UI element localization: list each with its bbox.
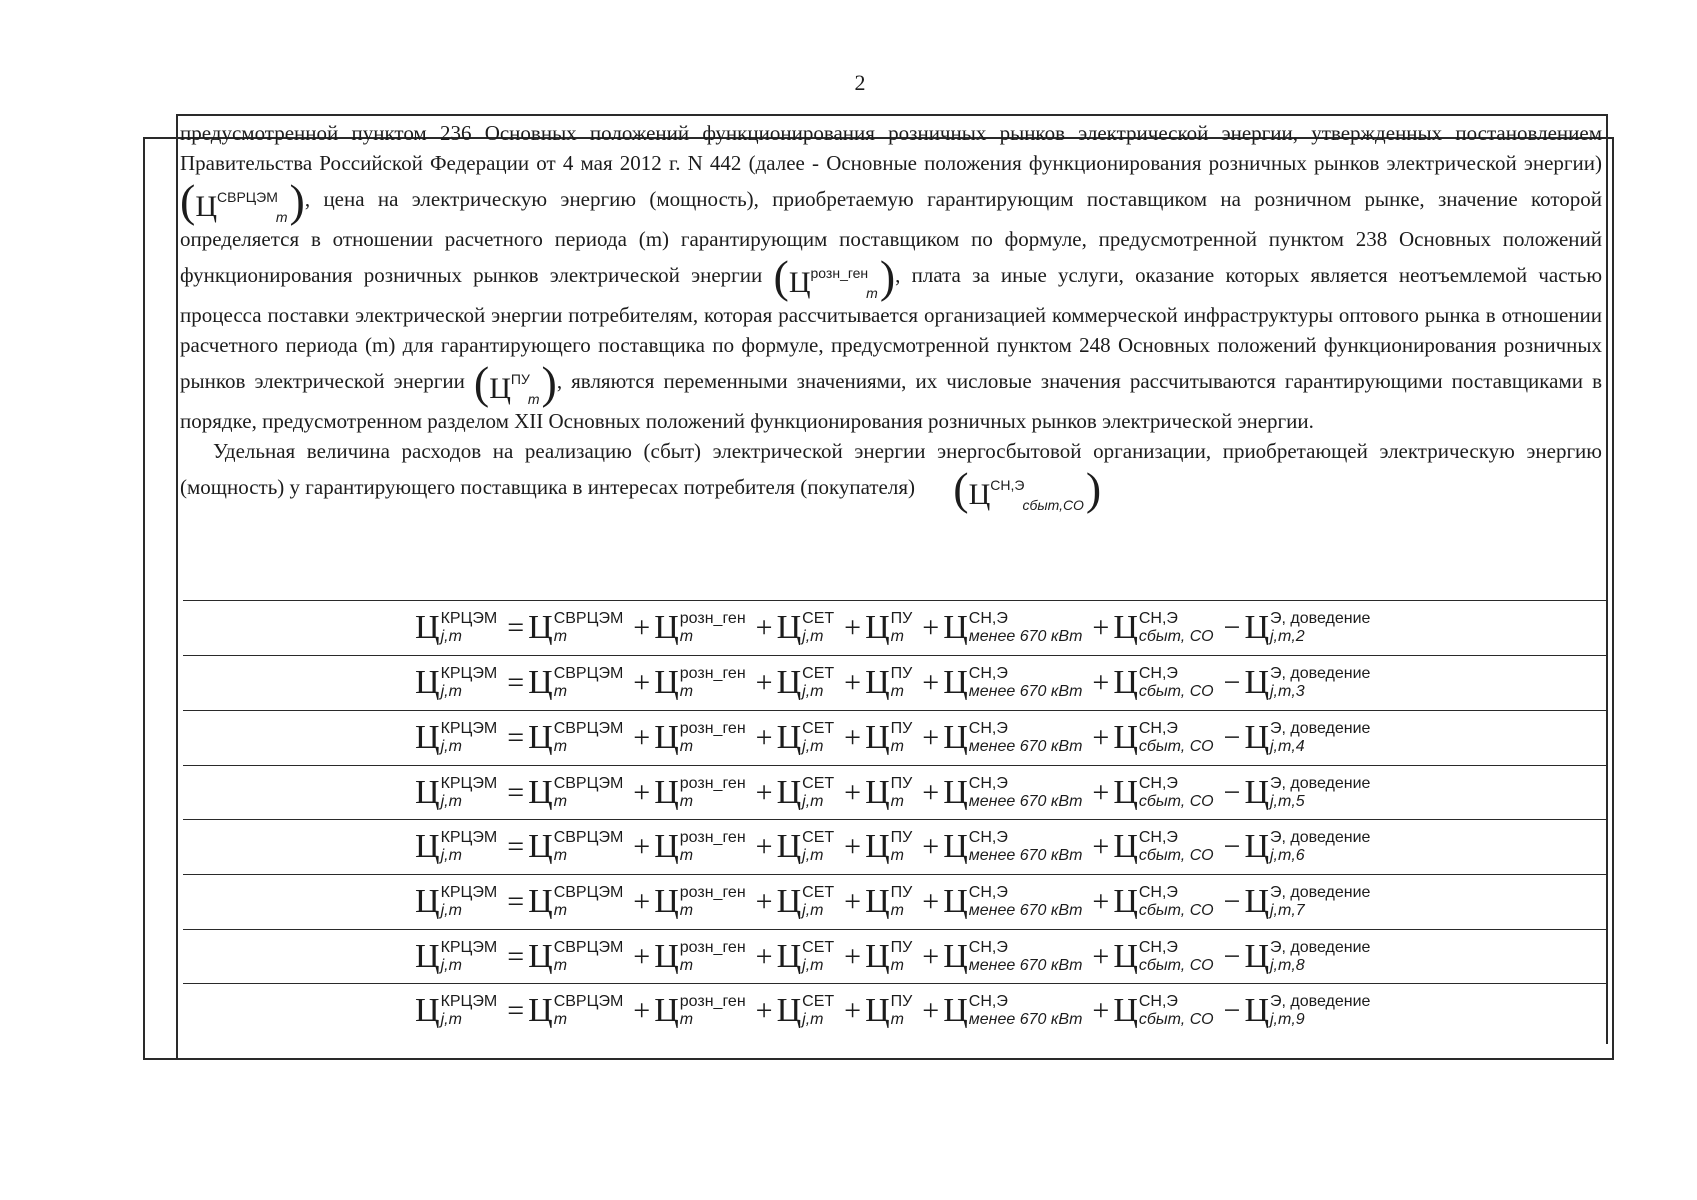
formula-term-t2: Ц розн_ген m — [654, 773, 746, 811]
operator: + — [633, 939, 651, 973]
table-cell-text — [180, 118, 1602, 512]
operator: − — [1223, 610, 1241, 644]
operator: + — [755, 720, 773, 754]
formula-term-t2: Ц розн_ген m — [654, 608, 746, 646]
operator: = — [507, 665, 525, 699]
formula-term-t7: Ц Э, доведение j,m,7 — [1244, 882, 1371, 920]
formula-term-t4: Ц ПУ m — [865, 608, 913, 646]
formula-rozn-gen: $(Ц^{розн\_ген}_m)$ — [773, 251, 896, 302]
formula-term-t3: Ц СЕТ j,m — [776, 773, 835, 811]
formula-term-t1: Ц СВРЦЭМ m — [528, 773, 624, 811]
para1-text-3: , плата за иные услуги, оказание которых является неотъемлемой частью процесса поставки электрической энергии потребителям, которая рассчитывается организацией коммерческой инфраструктуры оптового рынка в отношении расчетного периода (m) для гарантирующего поставщика по формуле, предусмотренной пунктом 248 Основных положений функционирования розничных рынков электрической энергии — [180, 262, 1603, 393]
para1-text-1: предусмотренной пунктом 236 Основных положений функционирования розничных рынков электрической энергии, утвержденных постановлением Правительства Российской Федерации от 4 мая 2012 г. N 442 (далее - Основные положения функционирования розничных рынков электрической энергии) — [180, 121, 1602, 175]
formula-term-t5: Ц СН,Э менее 670 кВт — [943, 882, 1083, 920]
formula-term-t5: Ц СН,Э менее 670 кВт — [943, 608, 1083, 646]
formula-term-t3: Ц СЕТ j,m — [776, 827, 835, 865]
operator: + — [844, 993, 862, 1027]
formula-row — [183, 765, 1607, 819]
operator: + — [1092, 720, 1110, 754]
table-top-border — [176, 114, 1606, 116]
operator: + — [922, 939, 940, 973]
operator: + — [1092, 775, 1110, 809]
formula-term-t7: Ц Э, доведение j,m,9 — [1244, 991, 1371, 1029]
formula-term-t7: Ц Э, доведение j,m,8 — [1244, 937, 1371, 975]
operator: = — [507, 775, 525, 809]
operator: + — [755, 939, 773, 973]
formula-term-t1: Ц СВРЦЭМ m — [528, 827, 624, 865]
operator: + — [844, 610, 862, 644]
operator: + — [755, 884, 773, 918]
operator: − — [1223, 993, 1241, 1027]
formula-term-t3: Ц СЕТ j,m — [776, 718, 835, 756]
para1-text-2: , цена на электрическую энергию (мощность), приобретаемую гарантирующим поставщиком на розничном рынке, значение которой определяется в отношении расчетного периода (m) гарантирующим поставщиком по формуле, предусмотренной пунктом 238 Основных положений функционирования розничных рынков электрической энергии — [180, 186, 1602, 287]
operator: + — [844, 775, 862, 809]
operator: + — [633, 884, 651, 918]
operator: − — [1223, 939, 1241, 973]
formula-row — [183, 874, 1607, 928]
operator: + — [1092, 884, 1110, 918]
operator: + — [922, 665, 940, 699]
formula-term-lhs: Ц КРЦЭМ j,m — [415, 718, 498, 756]
operator: + — [755, 665, 773, 699]
operator: − — [1223, 884, 1241, 918]
operator: + — [922, 610, 940, 644]
formula-svrcem: $(Ц^{СВРЦЭМ}_m)$ — [180, 175, 305, 226]
formula-term-t5: Ц СН,Э менее 670 кВт — [943, 718, 1083, 756]
operator: − — [1223, 829, 1241, 863]
paragraph-2 — [180, 436, 1602, 512]
formula-term-t6: Ц СН,Э сбыт, СО — [1113, 937, 1214, 975]
operator: + — [1092, 610, 1110, 644]
operator: + — [1092, 993, 1110, 1027]
operator: + — [633, 665, 651, 699]
formula-term-t6: Ц СН,Э сбыт, СО — [1113, 882, 1214, 920]
paragraph-1 — [180, 118, 1602, 436]
formula-term-t7: Ц Э, доведение j,m,2 — [1244, 608, 1371, 646]
formula-term-t5: Ц СН,Э менее 670 кВт — [943, 663, 1083, 701]
formula-term-t1: Ц СВРЦЭМ m — [528, 663, 624, 701]
formula-term-t4: Ц ПУ m — [865, 663, 913, 701]
operator: + — [755, 775, 773, 809]
formula-term-t4: Ц ПУ m — [865, 882, 913, 920]
formula-term-lhs: Ц КРЦЭМ j,m — [415, 882, 498, 920]
formula-term-lhs: Ц КРЦЭМ j,m — [415, 827, 498, 865]
formula-term-t4: Ц ПУ m — [865, 937, 913, 975]
formula-term-t3: Ц СЕТ j,m — [776, 663, 835, 701]
page-number: 2 — [854, 70, 866, 95]
formula-term-t4: Ц ПУ m — [865, 718, 913, 756]
table-column-divider — [176, 115, 178, 1059]
formula-term-t2: Ц розн_ген m — [654, 663, 746, 701]
operator: + — [633, 775, 651, 809]
formula-term-t2: Ц розн_ген m — [654, 937, 746, 975]
operator: + — [844, 939, 862, 973]
operator: = — [507, 939, 525, 973]
operator: + — [633, 993, 651, 1027]
operator: + — [844, 884, 862, 918]
formula-term-t7: Ц Э, доведение j,m,6 — [1244, 827, 1371, 865]
formula-term-t7: Ц Э, доведение j,m,5 — [1244, 773, 1371, 811]
formula-term-lhs: Ц КРЦЭМ j,m — [415, 937, 498, 975]
operator: + — [755, 610, 773, 644]
formula-term-t2: Ц розн_ген m — [654, 882, 746, 920]
operator: − — [1223, 775, 1241, 809]
formula-term-t6: Ц СН,Э сбыт, СО — [1113, 718, 1214, 756]
para2-text-1: Удельная величина расходов на реализацию (сбыт) электрической энергии энергосбытовой организации, приобретающей электрическую энергию (мощность) у гарантирующего поставщика в интересах потребителя (покупателя) — [180, 439, 1602, 499]
operator: = — [507, 884, 525, 918]
formula-term-t3: Ц СЕТ j,m — [776, 882, 835, 920]
operator: + — [844, 829, 862, 863]
operator: + — [922, 884, 940, 918]
operator: = — [507, 829, 525, 863]
operator: = — [507, 720, 525, 754]
operator: + — [755, 829, 773, 863]
formula-term-lhs: Ц КРЦЭМ j,m — [415, 773, 498, 811]
formula-term-t5: Ц СН,Э менее 670 кВт — [943, 991, 1083, 1029]
operator: + — [1092, 665, 1110, 699]
formula-term-t2: Ц розн_ген m — [654, 991, 746, 1029]
formula-term-t2: Ц розн_ген m — [654, 718, 746, 756]
operator: = — [507, 610, 525, 644]
formula-term-t1: Ц СВРЦЭМ m — [528, 608, 624, 646]
formula-term-t6: Ц СН,Э сбыт, СО — [1113, 773, 1214, 811]
operator: + — [922, 829, 940, 863]
formula-term-t6: Ц СН,Э сбыт, СО — [1113, 991, 1214, 1029]
formula-row — [183, 710, 1607, 764]
formula-term-t7: Ц Э, доведение j,m,3 — [1244, 663, 1371, 701]
formula-term-t5: Ц СН,Э менее 670 кВт — [943, 937, 1083, 975]
formula-term-t1: Ц СВРЦЭМ m — [528, 718, 624, 756]
formula-term-t6: Ц СН,Э сбыт, СО — [1113, 827, 1214, 865]
formula-term-t7: Ц Э, доведение j,m,4 — [1244, 718, 1371, 756]
formula-term-t4: Ц ПУ m — [865, 827, 913, 865]
operator: = — [507, 993, 525, 1027]
operator: + — [922, 775, 940, 809]
operator: + — [755, 993, 773, 1027]
operator: + — [633, 720, 651, 754]
operator: + — [922, 993, 940, 1027]
formula-term-t3: Ц СЕТ j,m — [776, 608, 835, 646]
formula-term-t3: Ц СЕТ j,m — [776, 991, 835, 1029]
formula-pu: $(Ц^{ПУ}_m)$ — [473, 357, 557, 408]
operator: + — [844, 720, 862, 754]
formula-term-t2: Ц розн_ген m — [654, 827, 746, 865]
operator: + — [633, 610, 651, 644]
formula-term-t6: Ц СН,Э сбыт, СО — [1113, 663, 1214, 701]
formula-term-lhs: Ц КРЦЭМ j,m — [415, 608, 498, 646]
formula-row — [183, 819, 1607, 873]
formula-term-t4: Ц ПУ m — [865, 991, 913, 1029]
operator: − — [1223, 720, 1241, 754]
formula-sn-e-sbyt: $(Ц^{СН,Э}_{сбыт,СО})$ — [953, 463, 1102, 514]
formula-term-t6: Ц СН,Э сбыт, СО — [1113, 608, 1214, 646]
operator: + — [922, 720, 940, 754]
formula-term-t5: Ц СН,Э менее 670 кВт — [943, 827, 1083, 865]
para1-text-4: , являются переменными значениями, их числовые значения рассчитываются гарантирующими поставщиками в порядке, предусмотренном разделом XII Основных положений функционирования розничных рынков электрической энергии. — [180, 368, 1603, 433]
formula-term-t5: Ц СН,Э менее 670 кВт — [943, 773, 1083, 811]
formula-row — [183, 600, 1607, 654]
operator: + — [1092, 829, 1110, 863]
operator: + — [633, 829, 651, 863]
operator: − — [1223, 665, 1241, 699]
formula-term-t1: Ц СВРЦЭМ m — [528, 882, 624, 920]
formula-term-t1: Ц СВРЦЭМ m — [528, 937, 624, 975]
formula-row — [183, 655, 1607, 709]
operator: + — [844, 665, 862, 699]
formula-row — [183, 929, 1607, 983]
formula-row — [183, 983, 1607, 1037]
formula-term-lhs: Ц КРЦЭМ j,m — [415, 991, 498, 1029]
formula-term-lhs: Ц КРЦЭМ j,m — [415, 663, 498, 701]
formula-term-t1: Ц СВРЦЭМ m — [528, 991, 624, 1029]
formula-term-t4: Ц ПУ m — [865, 773, 913, 811]
formula-term-t3: Ц СЕТ j,m — [776, 937, 835, 975]
operator: + — [1092, 939, 1110, 973]
